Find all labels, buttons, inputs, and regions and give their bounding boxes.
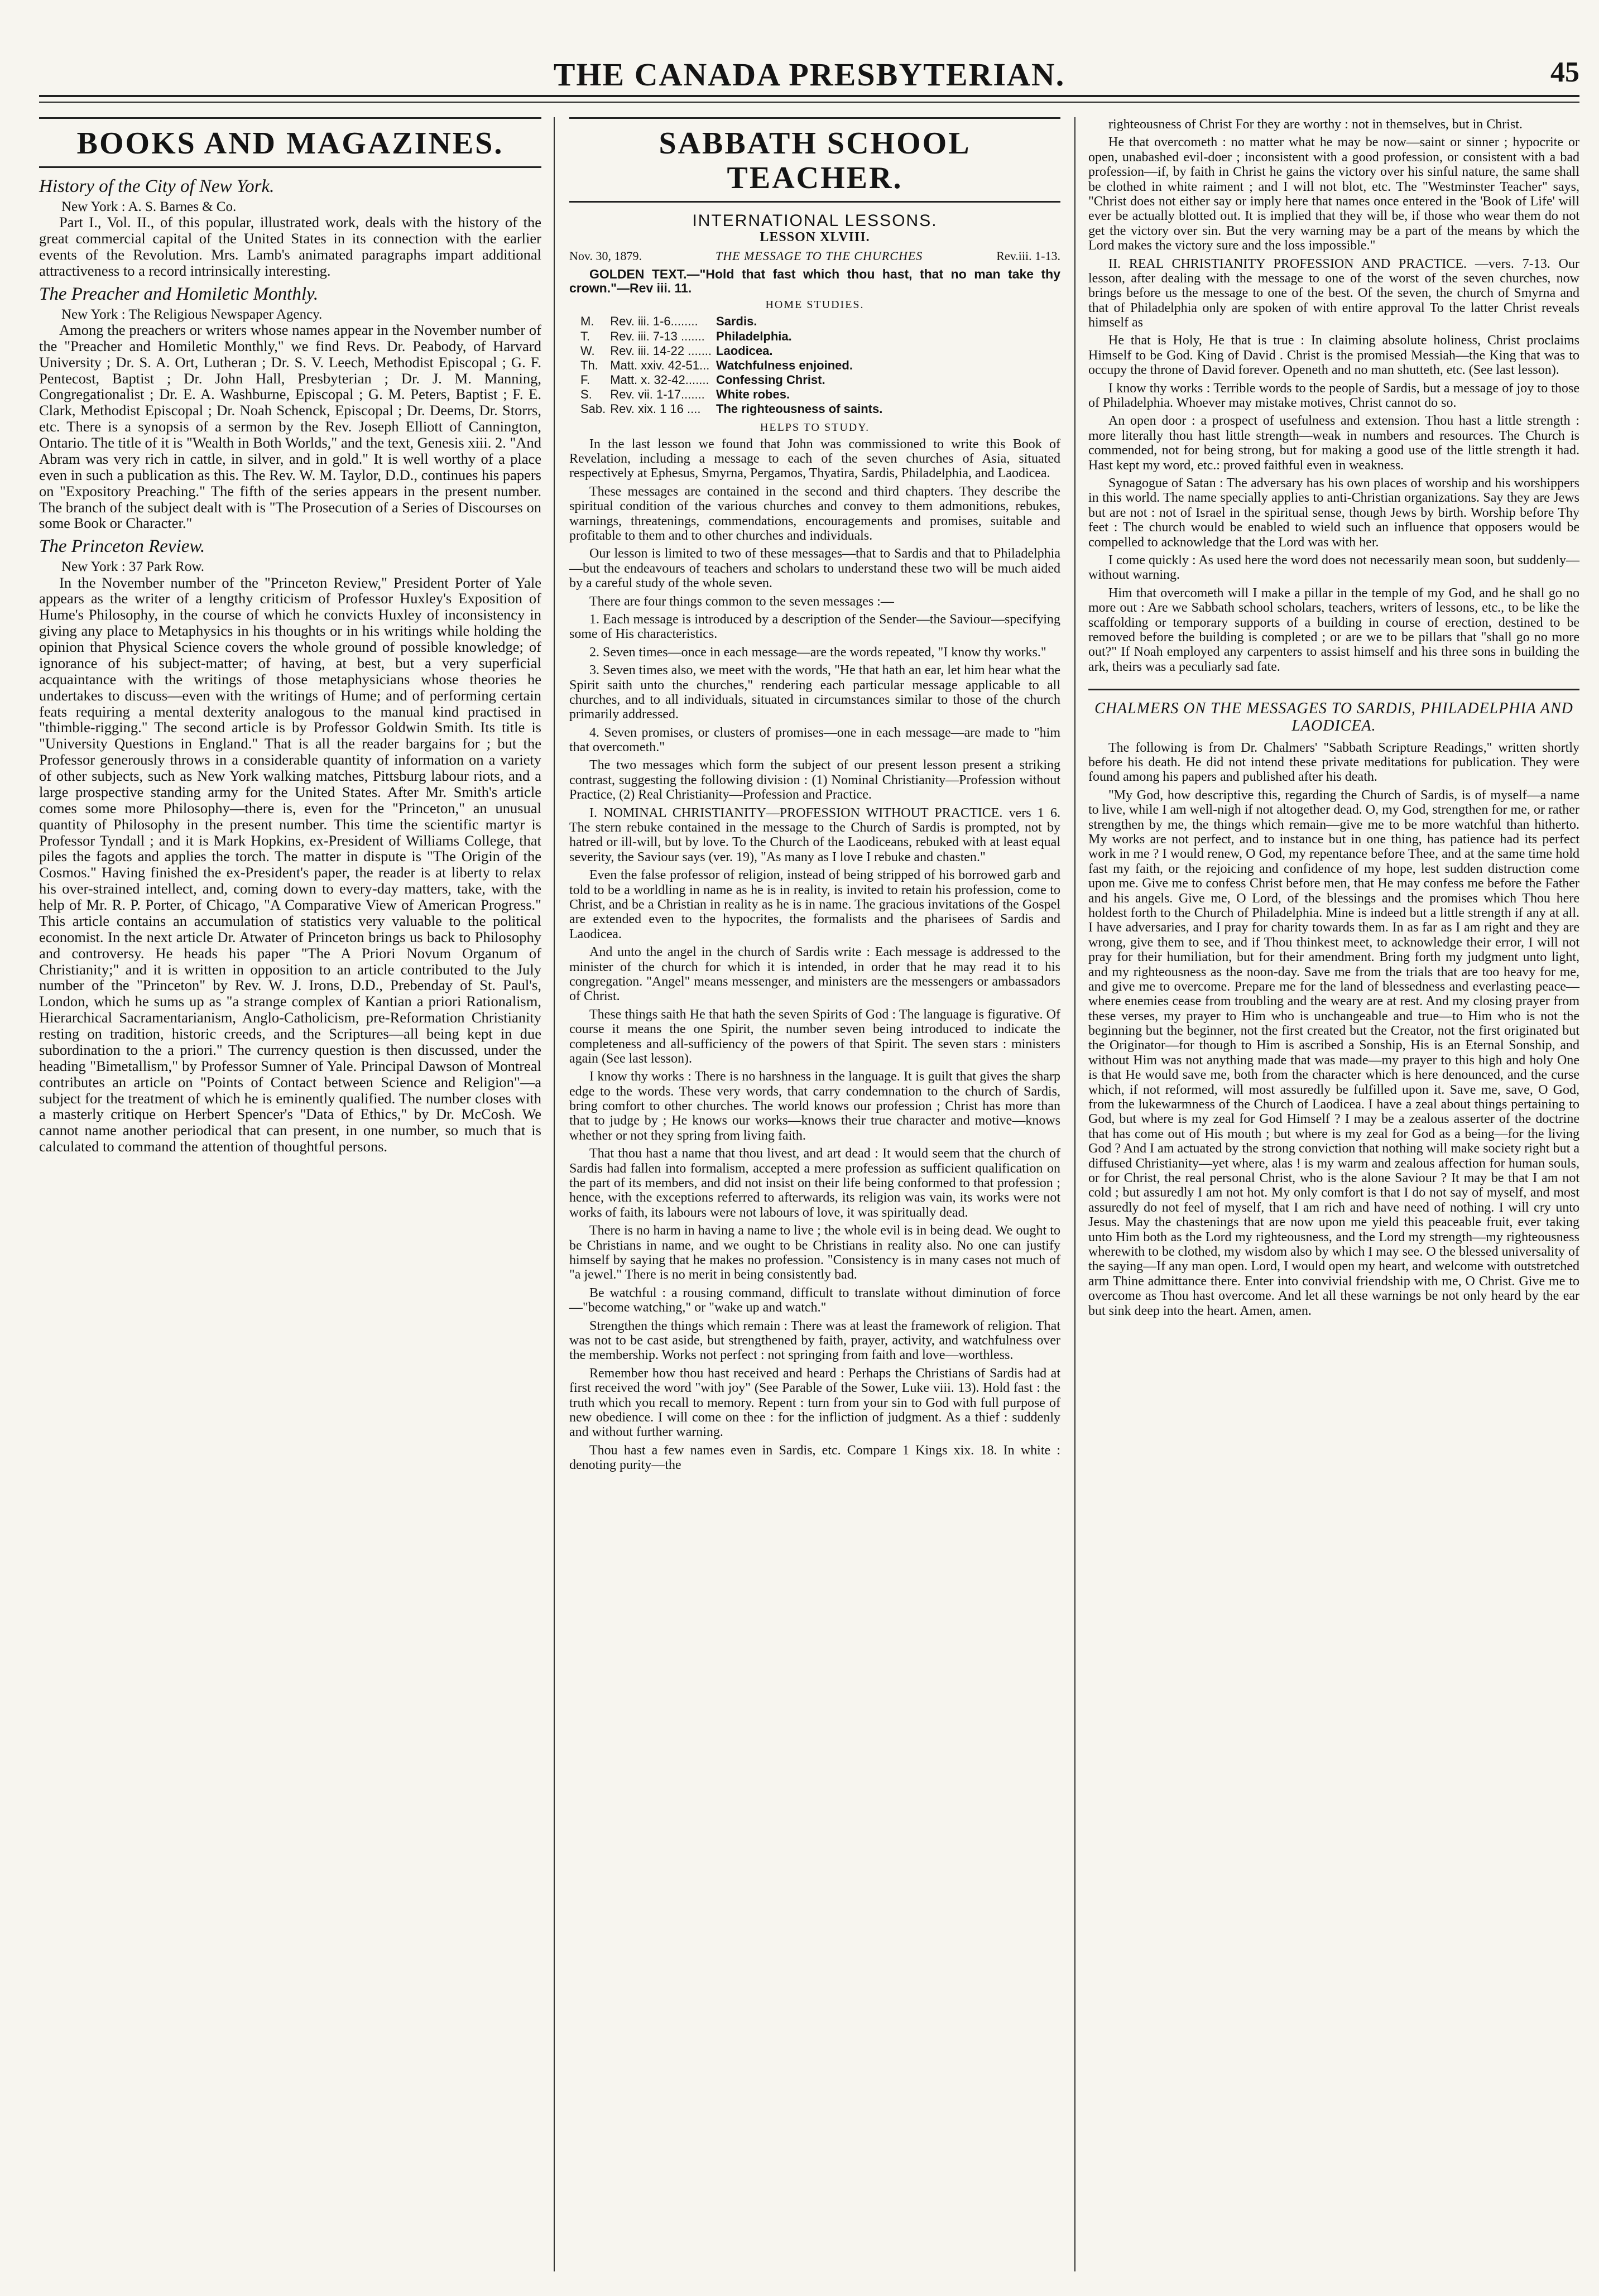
lesson-continued-column [1088, 117, 1579, 2271]
section-header-box [39, 117, 541, 168]
lesson-paragraph: righteousness of Christ For they are worthy : not in themselves, but in Christ. [1108, 117, 1523, 132]
lesson-meta [569, 249, 1060, 263]
header-rule-thin [39, 102, 1579, 103]
chalmers-paragraph: The following is from Dr. Chalmers' "Sabbath Scripture Readings," written shortly before his death. He did not intend these private meditations for publication. They were found among his papers and published after his death. [1088, 740, 1579, 785]
lesson-number: LESSON XLVIII. [760, 230, 870, 245]
lesson-date: Nov. 30, 1879. [569, 248, 642, 263]
lesson-paragraph: Remember how thou hast received and heard : Perhaps the Christians of Sardis had at first received the word "with joy" (See Parable of the Sower, Luke viii. 13). Hold fast : the truth which you recall to memory. Repent : turn from your sin to God with full purpose of new obedience. I will come on thee : for the infliction of judgment. As a thief : suddenly and without further warning. [569, 1366, 1060, 1440]
helps-text [569, 437, 1060, 1473]
lesson-paragraph: He that is Holy, He that is true : In claiming absolute holiness, Christ proclaims Himself to be God. King of David . Christ is the promised Messiah—the King that was to occupy the throne of David forever. Openeth and no man shutteth, etc. (See last lesson). [1088, 333, 1579, 378]
review-paragraph: Among the preachers or writers whose names appear in the November number of the "Preacher and Homiletic Monthly," we find Revs. Dr. Peabody, of Harvard University ; Dr. S. A. Ort, Lutheran ; Dr. S. V. Leech, Methodist Episcopal ; G. F. Pentecost, Baptist ; Dr. John Hall, Presbyterian ; Dr. J. M. Manning, Congregationalist ; Dr. E. A. Washburne, Episcopal ; G. M. Peters, Baptist ; F. E. Clark, Methodist Episcopal ; Dr. Noah Schenck, Episcopal ; Dr. Deems, Dr. Storrs, etc. There is a synopsis of a sermon by the Rev. Joseph Elliott of Cannington, Ontario. The title of it is "Wealth in Both Worlds," and the text, Genesis xiii. 2. "And Abram was very rich in cattle, in silver, and in gold." It is well worthy of a place even in such a publication as this. The Rev. W. M. Taylor, D.D., continues his papers on "Expository Preaching." The fifth of the series appears in the present number. The branch of the subject dealt with is "The Prosecution of a Series of Discourses on some Book or Character." [39, 321, 541, 532]
lesson-paragraph: 1. Each message is introduced by a description of the Sender—the Saviour—specifying some of His characteristics. [569, 612, 1060, 642]
section-title: SABBATH SCHOOL TEACHER. [659, 126, 971, 195]
reviews-list [39, 177, 541, 1155]
lesson-paragraph: There are four things common to the seven messages :— [589, 594, 894, 609]
chalmers-paragraph: "My God, how descriptive this, regarding the Church of Sardis, is of myself—a name to live, while I am well-nigh if not altogether dead. O, my God, strengthen for me, or rather strengthen by me, the things which remain—give me to be more watchful than hitherto. My works are not perfect, and to instance but in one thing, has patience had its perfect work in me ? I would renew, O God, my repentance before Thee, and at the same time hold fast my faith, or the rejoicing and confidence of my hope, lest sudden distruction come upon me. Give me to confess Christ before men, that He may confess me before the Father and his angels. Give me, O Lord, of the blessings and the promises which Thou here holdest forth to the Church of Philadelphia. Mine is indeed but a little strength if any at all. I have adversaries, and I pray for charity towards them. In as far as I am right and they are wrong, give them to see, and if Thou thinkest meet, to acknowledge their error, I will not pray for their humiliation, but for their amendment. Bring forth my judgment unto light, and my righteousness as the noon-day. Save me from the trials that are too heavy for me, and give me to overcome. Prepare me for the land of blessedness and everlasting peace—where enemies cease from troubling and the weary are at rest. And my closing prayer from these verses, my prayer to Him who is unchangeable and true—to Him who is not the beginning but the beginner, not the first created but the Creator, not the first originated but the Originator—for though to Him is ascribed a Sonship, His is an Eternal Sonship, and without Him was not anything made that was made—my prayer to this high and holy One is that He would save me, both from the character which is here denounced, and the curse which, if not reformed, will most assuredly be fulfilled upon it. Save me, save, O God, from the lukewarmness of the Church of Laodicea. I have a zeal about things pertaining to God, but where is my zeal for God Himself ? I may be a zealous asserter of the doctrine that has come out of His mouth ; but where is my zeal for God as a being—for the living God ? And I am actuated by the strong conviction that nothing will make society right but a diffused Christianity—yet where, alas ! is my warm and zealous affection for human souls, or for Christ, the real personal Christ, who is the alone Saviour ? It may be that I am not cold ; but assuredly I am not hot. My only comfort is that I do not say of myself, and most assuredly do not feel of myself, that I am rich and have need of nothing. I will cry unto Jesus. May the chastenings that are now upon me yield this peaceable fruit, ever taking unto Him both as the Lord my righteousness, and the Lord my strength—my righteousness wherewith to be clothed, my wisdom also by which I may see. O the blessed universality of the saying—If any man open. Lord, I would open my heart, and welcome with outstretched arm Thine admittance there. Enter into convivial friendship with me, O Christ. Give me to overcome as Thou hast overcome. And let all these warnings be not only heard by the ear but sink deep into the heart. Amen, amen. [1088, 787, 1579, 1318]
helps-heading: HELPS TO STUDY. [760, 421, 870, 434]
study-reference: Rev. vii. 1-17....... [610, 387, 705, 402]
home-study-row [580, 358, 887, 373]
review-paragraph: In the November number of the "Princeton Review," President Porter of Yale appears as the writer of a lengthy criticism of Professor Huxley's Exposition of Hume's Philosophy, in the course of which he convicts Huxley of inconsistency in giving any place to Metaphysics in his thoughts or in his writings while holding the opinion that Physical Science covers the whole ground of possible knowledge; of ignorance of his subject-matter; of having, at best, but a very superficial acquaintance with the writings of those metaphysicians whose theories he undertakes to discuss—even with the writings of Hume; and of performing certain feats requiring a mental dexterity analogous to the manual kind practised in "thimble-rigging." The second article is by Professor Goldwin Smith. Its title is "University Questions in England." That is all the reader bargains for ; but the Professor generously throws in a considerable quantity of information on a variety of other subjects, such as New York walking matches, Pittsburg labour riots, and a large prospective standing army for the United States. After Mr. Smith's article comes some more Philosophy—there is, even for the "Princeton," an unusual quantity of Philosophy in the present number. This time the scientific martyr is Professor Tyndall ; and it is Mark Hopkins, ex-President of Williams College, that piles the fagots and applies the torch. The matter in dispute is "The Origin of the Cosmos." Having finished the ex-President's paper, the reader is at liberty to relax his over-strained intellect, and, coming down to every-day matters, take, with the help of Mr. R. P. Porter, of Chicago, "A Comparative View of American Progress." This article contains an accumulation of statistics very valuable to the political economist. In the next article Dr. Atwater of Princeton brings us back to Philosophy and controversy. He heads his paper "The A Priori Novum Organum of Christianity;" and it is written in opposition to an article contributed to the July number of the "Princeton" by Rev. W. J. Irons, D.D., Prebenday of St. Paul's, London, which he sums up as "a strange complex of Kantian a priori Rationalism, Hierarchical Sacramentarianism, Anglo-Catholicism, pre-Reformation Christianity resting on tradition, historic creeds, and the Scriptures—all being kept in due subordination to the a priori." The currency question is then discussed, under the heading "Bimetallism," by Professor Sumner of Yale. Principal Dawson of Montreal contributes an article on "Points of Contact between Science and Religion"—a subject for the treatment of which he is eminently qualified. The number closes with a masterly critique on Herbert Spencer's "Data of Ethics," by Dr. McCosh. We cannot name another periodical that can present, in one number, so much that is calculated to command the attention of thoughtful persons. [39, 574, 541, 1155]
column-divider [554, 117, 555, 2271]
lesson-paragraph: An open door : a prospect of usefulness and extension. Thou hast a little strength : more literally thou hast little strength—weak in numbers and resources. The Church is commended, not for being strong, but for making a good use of the little strength it had. Hast kept my word, etc.: proved faithful even in weakness. [1088, 414, 1579, 473]
lesson-paragraph: II. REAL CHRISTIANITY PROFESSION AND PRACTICE. —vers. 7-13. Our lesson, after dealing with the message to one of the worst of the seven churches, now brings before us the message to one of the best. Of the seven, the church of Smyrna and that of Philadelphia only are spoken of with entire approval To the latter Christ reveals himself as [1088, 256, 1579, 330]
home-study-row [580, 344, 887, 358]
lesson-paragraph: And unto the angel in the church of Sardis write : Each message is addressed to the minister of the church for which it is intended, in order that he may read it to his congregation. "Angel" means messenger, and ministers are the messengers or ambassadors of Christ. [569, 945, 1060, 1004]
lesson-paragraph: Be watchful : a rousing command, difficult to translate without diminution of force—"become watching," or "wake up and watch." [569, 1285, 1060, 1315]
masthead-title: THE CANADA PRESBYTERIAN. [553, 56, 1065, 93]
lesson-paragraph: I come quickly : As used here the word does not necessarily mean soon, but suddenly—without warning. [1088, 553, 1579, 583]
newspaper-page [39, 22, 1599, 2283]
home-study-row [580, 373, 887, 387]
home-study-row [580, 402, 887, 416]
study-topic: Confessing Christ. [716, 373, 825, 387]
lesson-paragraph: Him that overcometh will I make a pillar in the temple of my God, and he shall go no more out : Are we Sabbath school scholars, teachers, writers of lessons, etc., to be like the scaffolding or temporary supports of a building in course of erection, destined to be removed before the building is completed ; or are we to be pillars that "shall go no more out?" If Noah employed any carpenters to assist himself and his three sons in building the ark, theirs was a peculiarly sad fate. [1088, 585, 1579, 674]
sabbath-school-column [569, 117, 1060, 2271]
lesson-reference: Rev.iii. 1-13. [996, 248, 1060, 263]
chalmers-title: CHALMERS ON THE MESSAGES TO SARDIS, PHILADELPHIA AND LAODICEA. [1088, 689, 1579, 735]
study-day: T. [580, 329, 590, 343]
lesson-paragraph: I know thy works : There is no harshness in the language. It is guilt that gives the sharp edge to the words. These very words, that carry condemnation to the church of Sardis, bring comfort to other churches. The world knows our profession ; Christ has more than that to judge by ; He knows our works—knows their true character and motive—knows whether or not they spring from living faith. [569, 1069, 1060, 1143]
section-title: BOOKS AND MAGAZINES. [76, 126, 504, 161]
lesson-paragraph: I know thy works : Terrible words to the people of Sardis, but a message of joy to those of Philadelphia. Whoever may mistake motives, Christ cannot do so. [1088, 381, 1579, 411]
review-publisher: New York : 37 Park Row. [61, 559, 205, 575]
study-day: S. [580, 387, 592, 402]
study-reference: Rev. xix. 1 16 .... [610, 402, 701, 416]
lesson-paragraph: In the last lesson we found that John was commissioned to write this Book of Revelation, including a message to each of the seven churches of Asia, situated respectively at Ephesus, Smyrna, Pergamos, Thyatira, Sardis, Philadelphia, and Laodicea. [569, 436, 1060, 481]
lesson-paragraph: These things saith He that hath the seven Spirits of God : The language is figurative. Of course it means the one Spirit, the number seven being introduced to indicate the completeness and all-sufficiency of the powers of that Spirit. The seven stars : ministers again (See last lesson). [569, 1007, 1060, 1066]
review-publisher: New York : The Religious Newspaper Agency. [61, 306, 323, 322]
home-study-row [580, 329, 887, 344]
section-header-box [569, 117, 1060, 203]
review-title: The Princeton Review. [39, 536, 205, 557]
lesson-heading: INTERNATIONAL LESSONS. [692, 212, 938, 230]
study-topic: The righteousness of saints. [716, 402, 883, 416]
golden-text: GOLDEN TEXT.—"Hold that fast which thou hast, that no man take thy crown."—Rev iii. 11. [569, 266, 1060, 296]
study-day: Th. [580, 358, 598, 372]
lesson-paragraph: Thou hast a few names even in Sardis, etc. Compare 1 Kings xix. 18. In white : denoting purity—the [569, 1443, 1060, 1473]
study-reference: Rev. iii. 1-6........ [610, 314, 698, 329]
chalmers-text [1088, 741, 1579, 1318]
review-title: History of the City of New York. [39, 176, 275, 197]
lesson-paragraph: Strengthen the things which remain : There was at least the framework of religion. That was not to be cast aside, but strengthened by faith, prayer, activity, and watchfulness over the membership. Works not perfect : not springing from faith and love—worthless. [569, 1318, 1060, 1363]
home-studies-heading: HOME STUDIES. [765, 299, 865, 311]
study-day: Sab. [580, 402, 606, 416]
home-study-row [580, 387, 887, 402]
lesson-theme: THE MESSAGE TO THE CHURCHES [716, 248, 923, 263]
review-publisher: New York : A. S. Barnes & Co. [61, 199, 237, 214]
lesson-paragraph: That thou hast a name that thou livest, and art dead : It would seem that the church of Sardis had fallen into formalism, accepted a mere profession as sufficient qualification on the part of its members, and did not insist on their life being conformed to that profession ; hence, with the exceptions referred to afterwards, its religion was vain, its works were not works of faith, its labours were not labours of love, it was spiritually dead. [569, 1146, 1060, 1220]
study-reference: Rev. iii. 14-22 ....... [610, 343, 712, 358]
review-paragraph: Part I., Vol. II., of this popular, illustrated work, deals with the history of the great commercial capital of the United States in its connection with the earlier events of the Revolution. Mrs. Lamb's animated paragraphs impart additional attractiveness to a record intrinsically interesting. [39, 214, 541, 279]
lesson-paragraph: These messages are contained in the second and third chapters. They describe the spiritual condition of the various churches and convey to them admonitions, rebukes, warnings, threatenings, commendations, encouragements and promises, suitable and profitable to them and to other churches and individuals. [569, 484, 1060, 544]
masthead [39, 56, 1579, 123]
lesson-paragraph: 2. Seven times—once in each message—are the words repeated, "I know thy works." [589, 645, 1046, 660]
lesson-paragraph: Our lesson is limited to two of these messages—that to Sardis and that to Philadelphia—but the endeavours of teachers and scholars to understand these two will be much aided by a careful study of the whole seven. [569, 546, 1060, 591]
lesson-paragraph: The two messages which form the subject of our present lesson present a striking contrast, suggesting the following division : (1) Nominal Christianity—Profession without Practice, (2) Real Christianity—Profession and Practice. [569, 758, 1060, 803]
study-reference: Matt. x. 32-42....... [610, 373, 709, 387]
lesson-paragraph: I. NOMINAL CHRISTIANITY—PROFESSION WITHOUT PRACTICE. vers 1 6. The stern rebuke contained in the message to the Church of Sardis is prompted, not by hatred or ill-will, but by love. To the Church of the Laodiceans, rebuked with at least equal severity, the Saviour says (ver. 19), "As many as I love I rebuke and chasten." [569, 805, 1060, 864]
study-topic: Philadelphia. [716, 329, 792, 343]
books-magazines-column [39, 117, 541, 2271]
study-day: F. [580, 373, 590, 387]
home-study-row [580, 314, 887, 329]
study-day: M. [580, 314, 594, 329]
study-topic: Laodicea. [716, 343, 773, 358]
study-topic: White robes. [716, 387, 790, 402]
study-reference: Matt. xxiv. 42-51... [610, 358, 710, 372]
column-divider [1074, 117, 1075, 2271]
lesson-continued-text [1088, 117, 1579, 674]
study-day: W. [580, 343, 595, 358]
home-studies-table [580, 314, 887, 416]
lesson-paragraph: 3. Seven times also, we meet with the words, "He that hath an ear, let him hear what the Spirit saith unto the churches," rendering each particular message applicable to all churches, and to all individuals, situated in circumstances similar to those of the church primarily addressed. [569, 663, 1060, 722]
study-reference: Rev. iii. 7-13 ....... [610, 329, 705, 343]
header-rule [39, 95, 1579, 97]
study-topic: Sardis. [716, 314, 757, 329]
lesson-paragraph: Even the false professor of religion, instead of being stripped of his borrowed garb and told to be a worldling in name as he is in reality, is invited to retain his profession, come to Christ, and be a Christian in reality as he is in name. The gracious invitations of the Gospel are extended even to the hypocrites, the formalists and the pharisees of Sardis and Laodicea. [569, 868, 1060, 942]
lesson-paragraph: Synagogue of Satan : The adversary has his own places of worship and his worshippers in this world. The name specially applies to anti-Christian organizations. Say they are Jews but are not : not of Israel in the spiritual sense, though Jews by birth. Worship before Thy feet : The church would be enabled to wield such an influence that opposers would be compelled to acknowledge that the Lord was with her. [1088, 475, 1579, 550]
page-number: 45 [1550, 56, 1579, 88]
review-title: The Preacher and Homiletic Monthly. [39, 284, 319, 304]
study-topic: Watchfulness enjoined. [716, 358, 853, 372]
lesson-paragraph: He that overcometh : no matter what he may be now—saint or sinner ; hypocrite or open, unabashed evil-doer ; inconsistent with a good profession, or consistent with a bad profession—if, by faith in Christ he gains the victory over his sinful nature, the same shall be clothed in white raiment ; and I will not blot, etc. The "Westminster Teacher" says, "Christ does not either say or imply here that names once entered in the 'Book of Life' will ever be actually blotted out. It is implied that they will be, if those who wear them do not get the victory over sin. But the very warning may be a part of the means by which the Lord makes the victory sure and the loss impossible." [1088, 135, 1579, 253]
lesson-paragraph: There is no harm in having a name to live ; the whole evil is in being dead. We ought to be Christians in name, and we ought to be Christians in reality also. No one can justify himself by saying that he makes no profession. "Consistency is in many cases not much of "a jewel." There is no merit in being consistently bad. [569, 1223, 1060, 1283]
lesson-paragraph: 4. Seven promises, or clusters of promises—one in each message—are made to "him that overcometh." [569, 725, 1060, 755]
